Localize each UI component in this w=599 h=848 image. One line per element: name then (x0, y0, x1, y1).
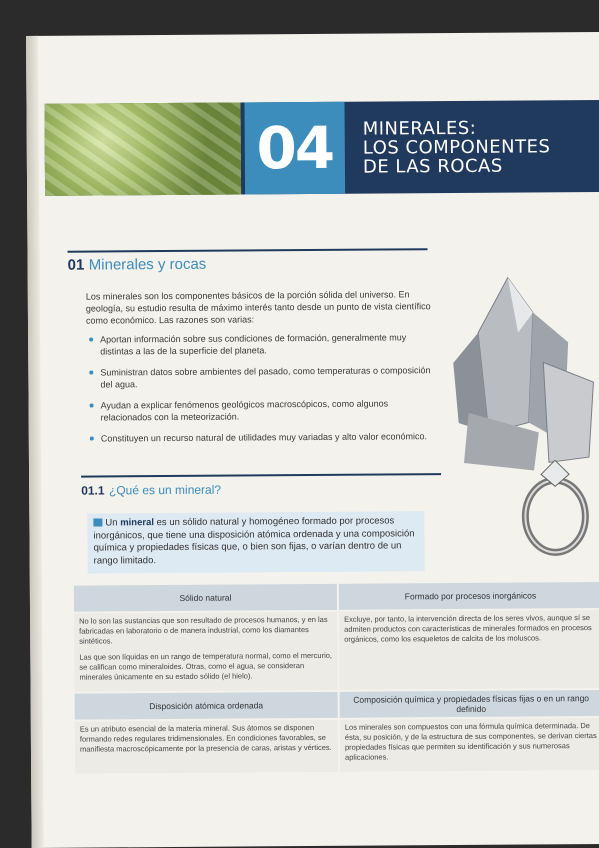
subsection-heading (81, 473, 441, 500)
grid-cell (74, 612, 338, 692)
grid-cell (339, 610, 599, 690)
grid-paragraph: Los minerales son compuestos con una fórmula química determinada. De ésta, su posición, y de la estructura de sus componentes, se derivan ciertas propiedades físicas que permiten su identificación y sus numerosas aplicaciones. (344, 721, 597, 762)
chapter-number: 04 (244, 102, 345, 195)
section-number: 01 (67, 256, 85, 274)
reasons-list (86, 331, 432, 453)
grid-header: Sólido natural (74, 584, 337, 612)
subsection-number: 01.1 (81, 483, 105, 498)
grid-paragraph: No lo son las sustancias que son resultado de procesos humanos, y en las fabricadas en laboratorio o de manera industrial, como los diamantes sintéticos. (79, 614, 328, 646)
list-item: Constituyen un recurso natural de utilidades muy variadas y alto valor económico. (87, 430, 432, 444)
list-item: Ayudan a explicar fenómenos geológicos macroscópicos, como algunos relacionados con la meteorización. (87, 397, 432, 423)
ring-image (517, 456, 598, 557)
definition-marker-icon (93, 518, 102, 526)
grid-header-row (75, 690, 599, 720)
grid-body-row (74, 610, 599, 692)
banner-mineral-photo (44, 103, 241, 196)
section-heading (68, 248, 428, 275)
grid-cell (340, 718, 599, 772)
chapter-banner (44, 100, 599, 196)
grid-paragraph: Las que son líquidas en un rango de temperatura normal, como el mercurio, se califican como mineraloides. Otras, como el agua, se consideran minerales únicamente en su estado sólido (el hielo). (79, 650, 333, 682)
grid-header: Formado por procesos inorgánicos (339, 582, 599, 610)
chapter-title-line: DE LAS ROCAS (362, 155, 503, 178)
grid-header: Composición química y propiedades físicas fijas o en un rango definido (340, 690, 599, 718)
mineral-properties-grid (74, 582, 599, 774)
subsection-title: ¿Qué es un mineral? (108, 482, 222, 498)
definition-pre: Un (105, 517, 121, 529)
chapter-title-line: MINERALES: (362, 117, 477, 140)
grid-header-row (74, 582, 599, 612)
definition-term: mineral (120, 517, 155, 529)
book-page (26, 32, 599, 848)
grid-body-row (75, 718, 599, 774)
definition-box (87, 511, 424, 573)
grid-cell (75, 720, 338, 774)
grid-header: Disposición atómica ordenada (75, 692, 338, 720)
grid-paragraph: Excluye, por tanto, la intervención directa de los seres vivos, aunque sí se admiten productos con características de minerales formados en procesos orgánicos, como los esqueletos de calcita de los moluscos. (344, 613, 592, 644)
chapter-title (363, 118, 551, 176)
grid-paragraph: Es un atributo esencial de la materia mineral. Sus átomos se disponen formando redes regulares tridimensionales. En condiciones favorables, se manifiesta macroscópicamente por la presencia de caras, aristas y vértices. (79, 723, 332, 754)
list-item: Aportan información sobre sus condiciones de formación, generalmente muy distintas a las de la superficie del planeta. (86, 331, 431, 357)
section-title: Minerales y rocas (88, 255, 207, 274)
definition-text: es un sólido natural y homogéneo formado por procesos inorgánicos, que tiene una disposición atómica ordenada y una composición química y propiedades físicas que, o bien son fijas, o varían dentro de un rango limitado. (93, 515, 415, 567)
quartz-crystal-image (448, 272, 599, 473)
chapter-title-line: LOS COMPONENTES (362, 136, 551, 159)
list-item: Suministran datos sobre ambientes del pasado, como temperaturas o composición del agua. (86, 364, 431, 390)
intro-paragraph: Los minerales son los componentes básicos de la porción sólida del universo. En geología, su estudio resulta de máximo interés tanto desde un punto de vista científico como económico. Las razones son varias: (85, 289, 431, 326)
